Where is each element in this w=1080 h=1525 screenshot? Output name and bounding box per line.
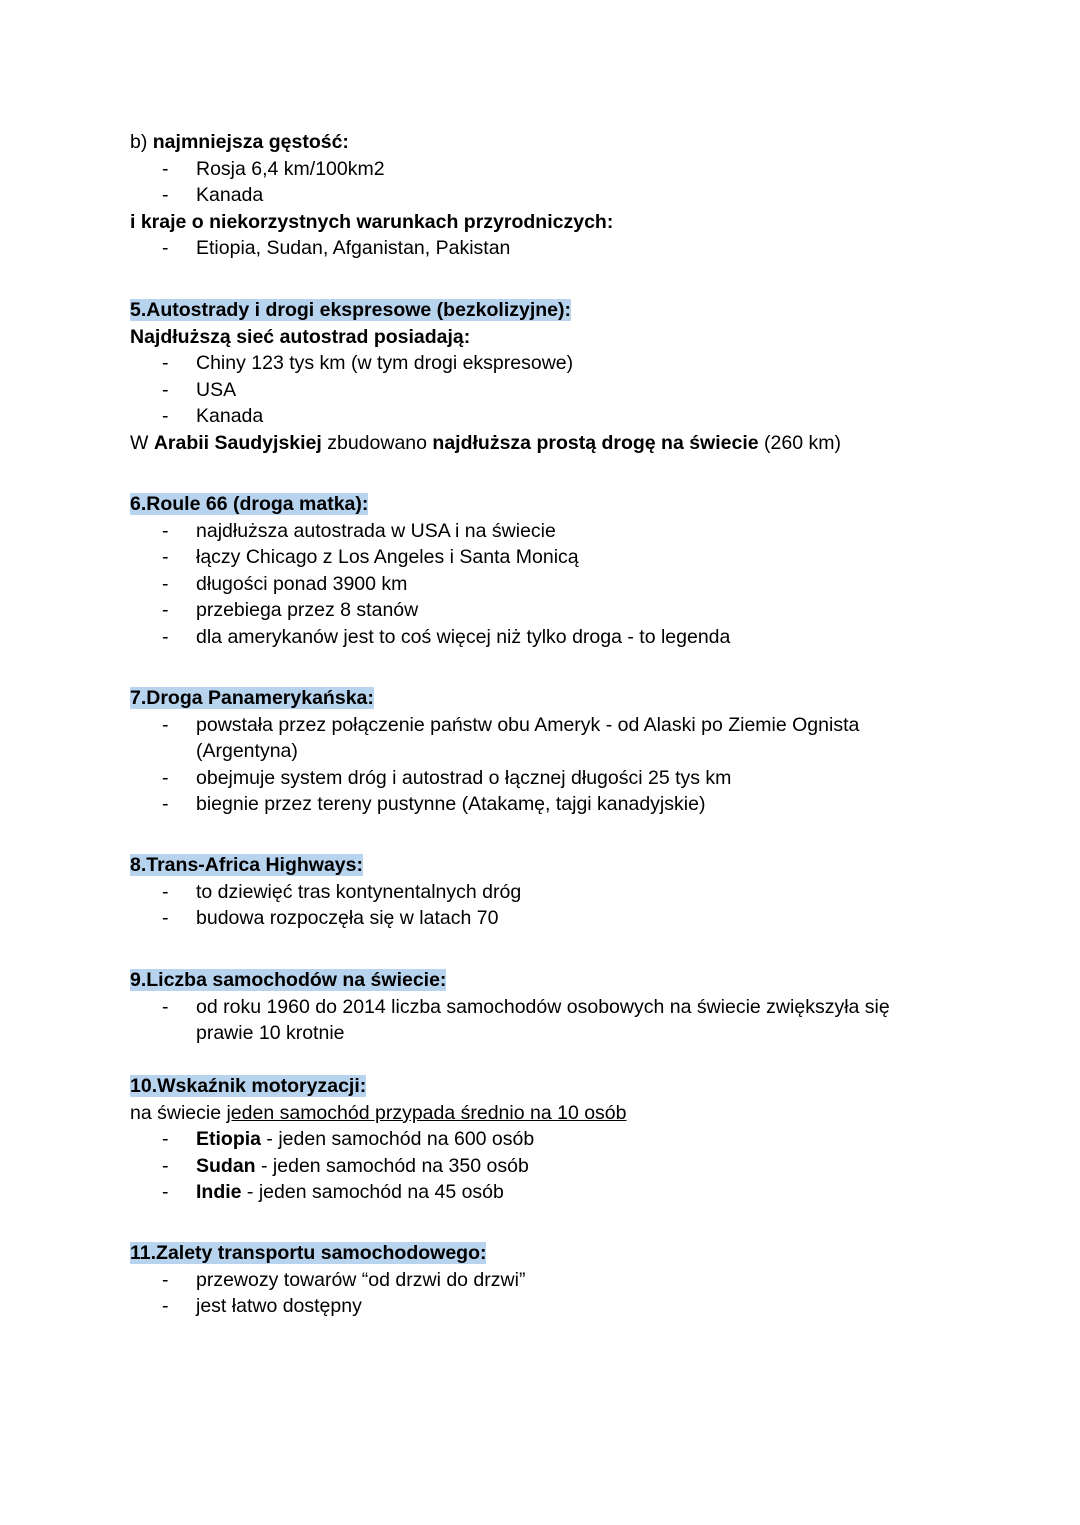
- list-item: - powstała przez połączenie państw obu Ameryk - od Alaski po Ziemie Ognista: [162, 713, 860, 736]
- section-b-subheading: i kraje o niekorzystnych warunkach przyrodniczych:: [130, 210, 614, 233]
- section-b-heading: najmniejsza gęstość:: [152, 131, 349, 153]
- list-item: - budowa rozpoczęła się w latach 70: [162, 907, 499, 929]
- list-item: - przebiega przez 8 stanów: [162, 599, 419, 621]
- section-7-title: 7.Droga Panamerykańska:: [130, 687, 374, 709]
- list-item: - to dziewięć tras kontynentalnych dróg: [162, 880, 522, 903]
- section-b-subheading-line: [130, 209, 1010, 236]
- list-item: - Rosja 6,4 km/100km2: [162, 157, 385, 180]
- list-item: - jest łatwo dostępny: [162, 1295, 362, 1317]
- section-6-title: 6.Roule 66 (droga matka):: [130, 493, 369, 515]
- section-10-intro: na świecie jeden samochód przypada średnio na 10 osób: [130, 1101, 627, 1124]
- list-item-continuation: prawie 10 krotnie: [196, 1022, 345, 1044]
- list-item: - najdłuższa autostrada w USA i na świecie: [162, 519, 556, 542]
- section-9-title: 9.Liczba samochodów na świecie:: [130, 969, 447, 991]
- section-5-title: 5.Autostrady i drogi ekspresowe (bezkolizyjne):: [130, 299, 572, 321]
- section-10: [130, 1073, 1010, 1206]
- section-5-note: W Arabii Saudyjskiej zbudowano najdłuższa prostą drogę na świecie (260 km): [130, 431, 841, 454]
- list-item: - Etiopia - jeden samochód na 600 osób: [162, 1128, 535, 1150]
- section-5-subtitle: Najdłuższą sieć autostrad posiadają:: [130, 325, 471, 348]
- section-10-title: 10.Wskaźnik motoryzacji:: [130, 1075, 367, 1097]
- section-6: [130, 491, 1010, 650]
- list-item: - Etiopia, Sudan, Afganistan, Pakistan: [162, 237, 511, 259]
- section-8-title: 8.Trans-Africa Highways:: [130, 854, 363, 876]
- section-11: [130, 1240, 1010, 1320]
- section-b: [130, 129, 1010, 262]
- list-item: - Kanada: [162, 184, 264, 206]
- section-11-title: 11.Zalety transportu samochodowego:: [130, 1242, 487, 1264]
- list-item: - Indie - jeden samochód na 45 osób: [162, 1181, 504, 1203]
- list-item: - od roku 1960 do 2014 liczba samochodów osobowych na świecie zwiększyła się: [162, 995, 890, 1018]
- list-item: - obejmuje system dróg i autostrad o łącznej długości 25 tys km: [162, 766, 732, 789]
- list-item: - dla amerykanów jest to coś więcej niż tylko droga - to legenda: [162, 625, 731, 648]
- section-5: [130, 297, 1010, 456]
- list-item: - długości ponad 3900 km: [162, 572, 408, 595]
- list-item-continuation: (Argentyna): [196, 740, 298, 762]
- list-item: - Chiny 123 tys km (w tym drogi ekspresowe): [162, 352, 574, 374]
- section-9: [130, 967, 1010, 1047]
- list-item: - przewozy towarów “od drzwi do drzwi”: [162, 1268, 526, 1291]
- list-item: - łączy Chicago z Los Angeles i Santa Monicą: [162, 546, 579, 568]
- list-item: - Kanada: [162, 405, 264, 427]
- section-b-heading-line: b) najmniejsza gęstość:: [130, 131, 349, 153]
- section-7: [130, 685, 1010, 818]
- list-item: - USA: [162, 378, 237, 401]
- list-item: - biegnie przez tereny pustynne (Atakamę, tajgi kanadyjskie): [162, 793, 706, 815]
- list-item: - Sudan - jeden samochód na 350 osób: [162, 1154, 529, 1177]
- section-8: [130, 852, 1010, 932]
